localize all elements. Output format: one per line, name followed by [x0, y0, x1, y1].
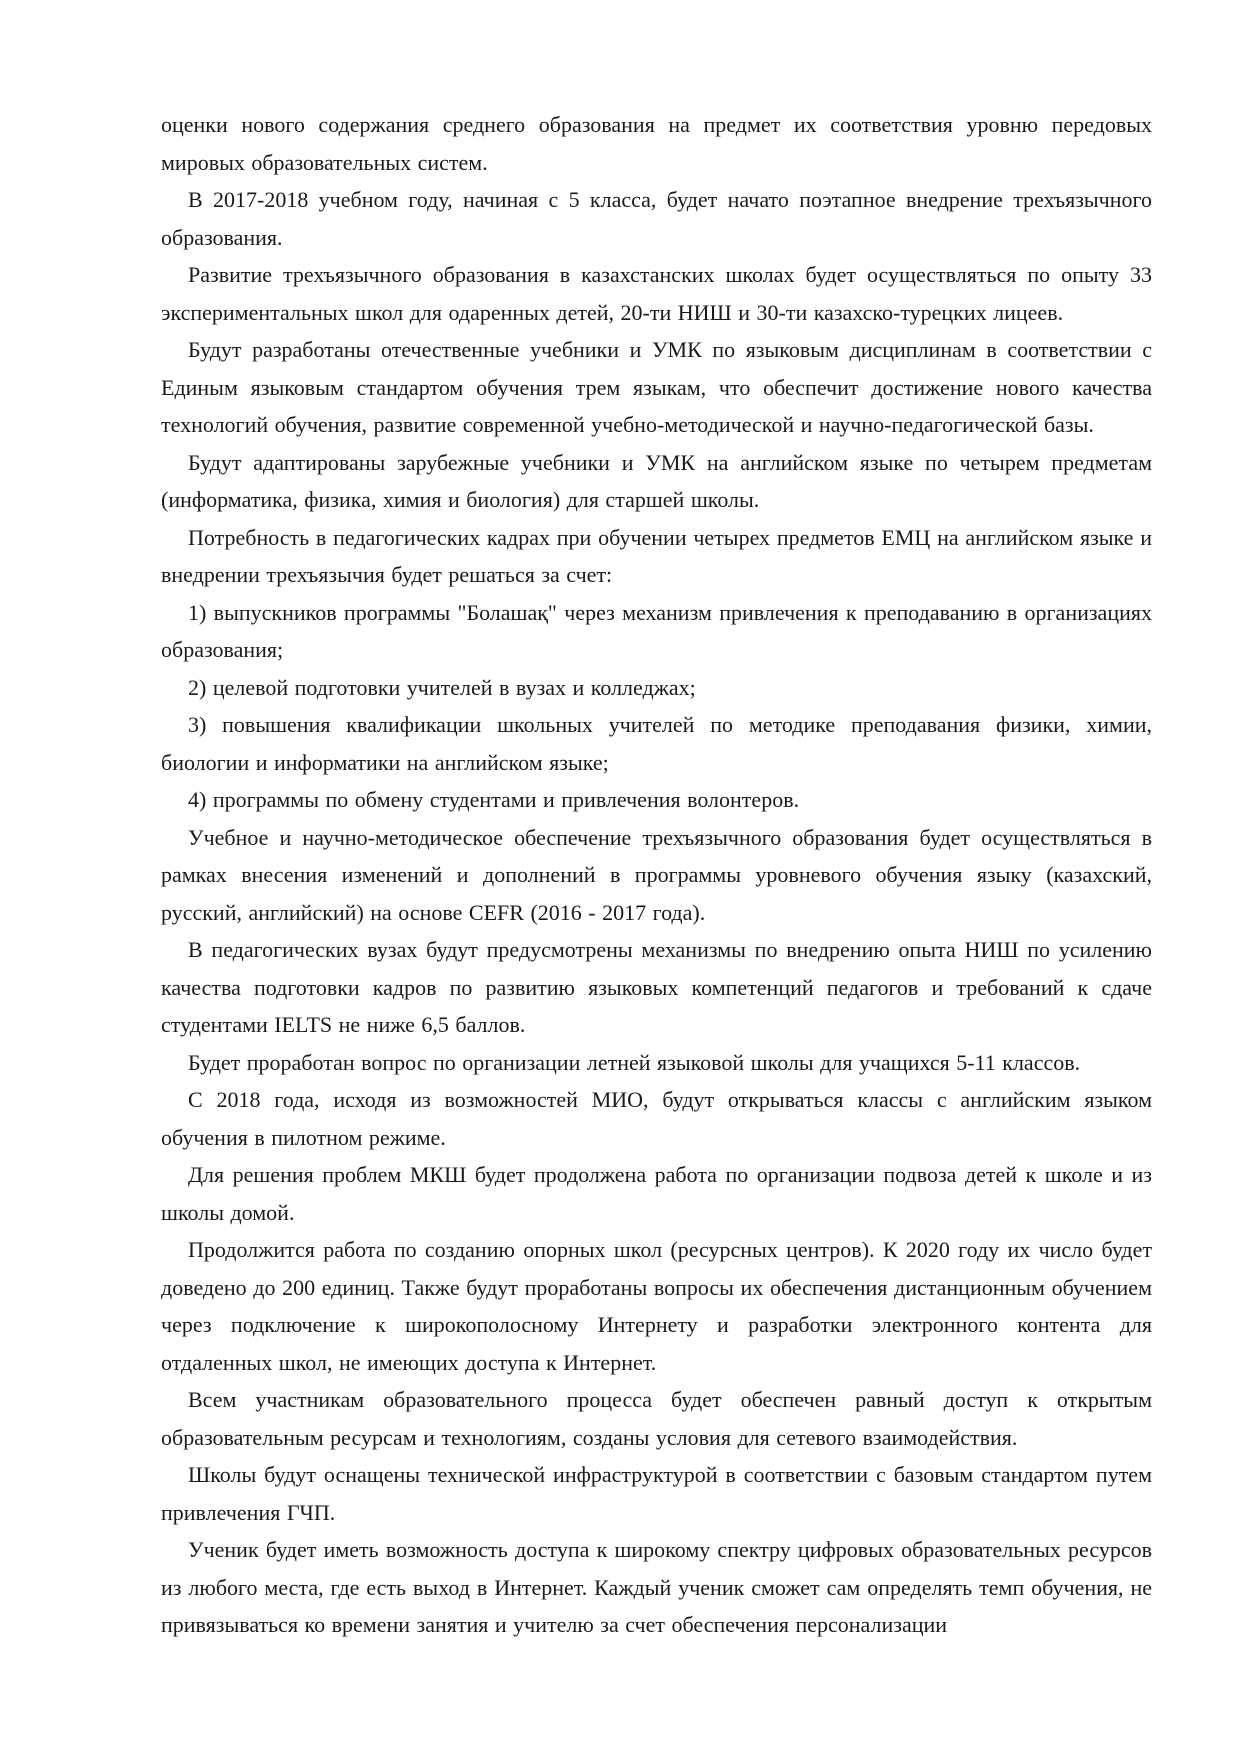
paragraph: Всем участникам образовательного процесса будет обеспечен равный доступ к открытым образовательным ресурсам и технологиям, созданы условия для сетевого взаимодействия. [161, 1387, 1152, 1450]
paragraph: оценки нового содержания среднего образования на предмет их соответствия уровню передовых мировых образовательных систем. [161, 112, 1152, 175]
paragraph: Школы будут оснащены технической инфраструктурой в соответствии с базовым стандартом путем привлечения ГЧП. [161, 1462, 1152, 1525]
paragraph: Будет проработан вопрос по организации летней языковой школы для учащихся 5-11 классов. [188, 1049, 1081, 1075]
document-text-block [161, 106, 1152, 1644]
paragraph: В педагогических вузах будут предусмотрены механизмы по внедрению опыта НИШ по усилению качества подготовки кадров по развитию языковых компетенций педагогов и требований к сдаче студентами IELTS не ниже 6,5 баллов. [161, 937, 1152, 1037]
paragraph: Учебное и научно-методическое обеспечение трехъязычного образования будет осуществляться в рамках внесения изменений и дополнений в программы уровневого обучения языку (казахский, русский, английский) на основе CEFR (2016 - 2017 года). [161, 824, 1152, 925]
paragraph: Продолжится работа по созданию опорных школ (ресурсных центров). К 2020 году их число будет доведено до 200 единиц. Также будут проработаны вопросы их обеспечения дистанционным обучением через подключение к широкополосному Интернету и разработки электронного контента для отдаленных школ, не имеющих доступа к Интернет. [161, 1237, 1152, 1375]
paragraph: 3) повышения квалификации школьных учителей по методике преподавания физики, химии, биологии и информатики на английском языке; [161, 712, 1152, 775]
paragraph: Ученик будет иметь возможность доступа к широкому спектру цифровых образовательных ресурсов из любого места, где есть выход в Интернет. Каждый ученик сможет сам определять темп обучения, не привязываться ко времени занятия и учителю за счет обеспечения персонализации [161, 1537, 1152, 1637]
paragraph: 4) программы по обмену студентами и привлечения волонтеров. [188, 787, 800, 812]
paragraph: Потребность в педагогических кадрах при обучении четырех предметов ЕМЦ на английском языке и внедрении трехъязычия будет решаться за счет: [161, 524, 1152, 587]
paragraph: В 2017-2018 учебном году, начиная с 5 класса, будет начато поэтапное внедрение трехъязычного образования. [161, 187, 1152, 250]
paragraph: Для решения проблем МКШ будет продолжена работа по организации подвоза детей к школе и из школы домой. [161, 1162, 1152, 1225]
paragraph: Развитие трехъязычного образования в казахстанских школах будет осуществляться по опыту 33 экспериментальных школ для одаренных детей, 20-ти НИШ и 30-ти казахско-турецких лицеев. [161, 262, 1152, 325]
paragraph: Будут разработаны отечественные учебники и УМК по языковым дисциплинам в соответствии с Единым языковым стандартом обучения трем языкам, что обеспечит достижение нового качества технологий обучения, развитие современной учебно-методической и научно-педагогической базы. [161, 337, 1152, 437]
paragraph: 2) целевой подготовки учителей в вузах и колледжах; [188, 674, 696, 700]
paragraph: 1) выпускников программы "Болашақ" через механизм привлечения к преподаванию в организациях образования; [161, 599, 1152, 662]
paragraph: Будут адаптированы зарубежные учебники и УМК на английском языке по четырем предметам (информатика, физика, химия и биология) для старшей школы. [161, 449, 1152, 512]
paragraph: С 2018 года, исходя из возможностей МИО, будут открываться классы с английским языком обучения в пилотном режиме. [161, 1087, 1152, 1150]
